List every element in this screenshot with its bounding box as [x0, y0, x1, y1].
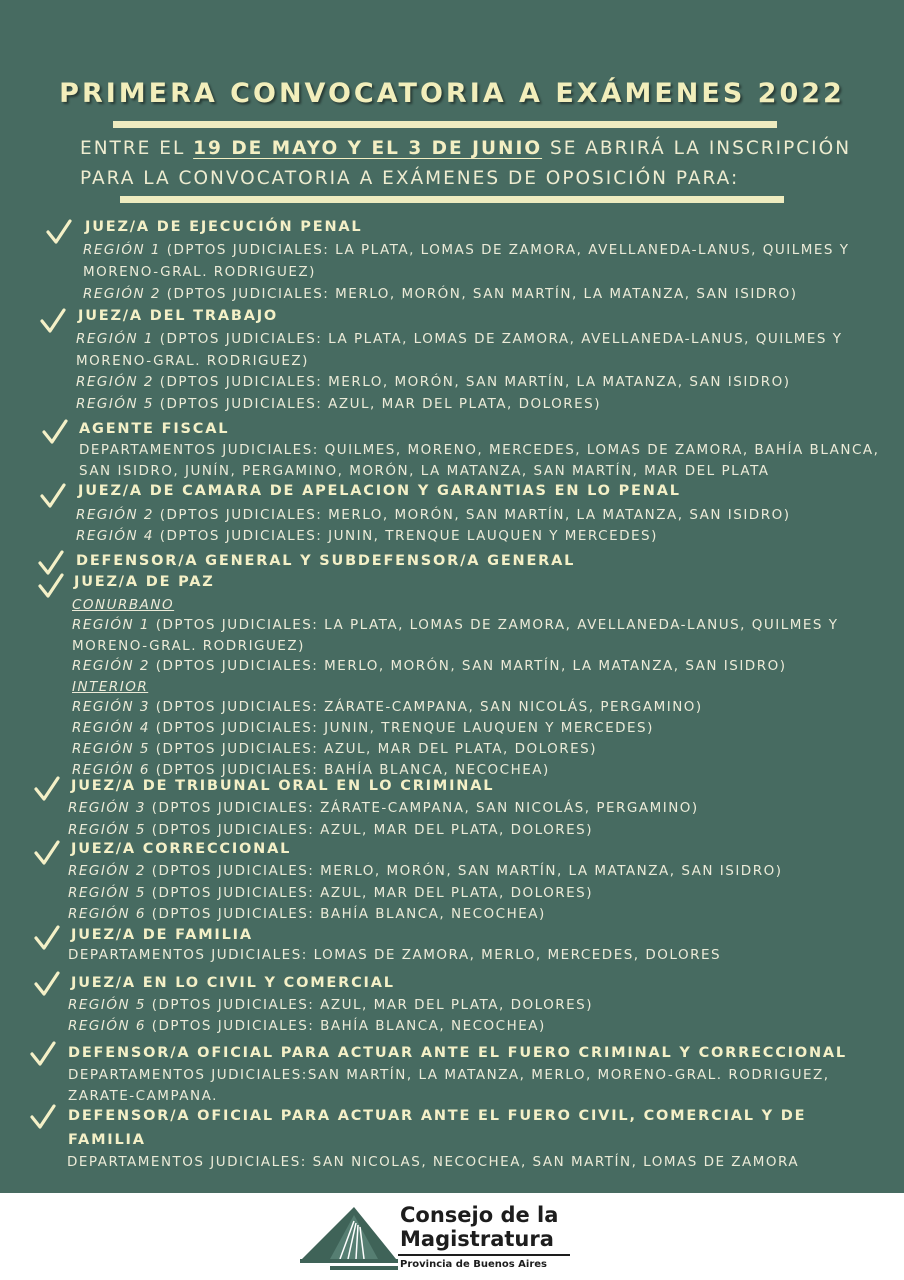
item-line: REGIÓN 5 (DPTOS JUDICIALES: AZUL, MAR DEL PLATA, DOLORES)	[68, 822, 594, 838]
item-line: ZARATE-CAMPANA.	[68, 1088, 218, 1104]
intro-underline	[120, 196, 784, 203]
check-icon	[30, 1104, 56, 1130]
subgroup-label: INTERIOR	[72, 679, 149, 695]
check-icon	[34, 971, 60, 997]
intro-pre: ENTRE EL	[80, 138, 194, 159]
page-title: PRIMERA CONVOCATORIA A EXÁMENES 2022	[59, 78, 845, 109]
item-line: REGIÓN 5 (DPTOS JUDICIALES: AZUL, MAR DEL PLATA, DOLORES)	[68, 997, 594, 1013]
check-icon	[46, 219, 72, 245]
check-icon	[30, 1041, 56, 1067]
check-icon	[40, 483, 66, 509]
item-line: REGIÓN 5 (DPTOS JUDICIALES: AZUL, MAR DEL PLATA, DOLORES)	[72, 741, 598, 757]
logo-divider	[398, 1254, 570, 1256]
item-line: REGIÓN 2 (DPTOS JUDICIALES: MERLO, MORÓN, SAN MARTÍN, LA MATANZA, SAN ISIDRO)	[76, 374, 791, 390]
check-icon	[34, 840, 60, 866]
item-line: REGIÓN 6 (DPTOS JUDICIALES: BAHÍA BLANCA, NECOCHEA)	[72, 762, 550, 778]
item-line: REGIÓN 1 (DPTOS JUDICIALES: LA PLATA, LOMAS DE ZAMORA, AVELLANEDA-LANUS, QUILMES Y	[72, 617, 839, 633]
logo-text-line2: Magistratura	[400, 1227, 554, 1251]
item-line: REGIÓN 5 (DPTOS JUDICIALES: AZUL, MAR DEL PLATA, DOLORES)	[68, 885, 594, 901]
item-line: REGIÓN 3 (DPTOS JUDICIALES: ZÁRATE-CAMPANA, SAN NICOLÁS, PERGAMINO)	[68, 800, 699, 816]
item-line: MORENO-GRAL. RODRIGUEZ)	[76, 353, 309, 369]
item-line: REGIÓN 4 (DPTOS JUDICIALES: JUNIN, TRENQUE LAUQUEN Y MERCEDES)	[76, 528, 658, 544]
item-line: REGIÓN 6 (DPTOS JUDICIALES: BAHÍA BLANCA, NECOCHEA)	[68, 906, 546, 922]
item-heading: DEFENSOR/A OFICIAL PARA ACTUAR ANTE EL FUERO CRIMINAL Y CORRECCIONAL	[68, 1045, 847, 1061]
item-heading: DEFENSOR/A GENERAL Y SUBDEFENSOR/A GENERAL	[76, 553, 576, 569]
item-line: DEPARTAMENTOS JUDICIALES: QUILMES, MORENO, MERCEDES, LOMAS DE ZAMORA, BAHÍA BLANCA,	[79, 442, 880, 458]
title-underline	[113, 121, 777, 128]
check-icon	[42, 419, 68, 445]
consejo-logo-icon	[300, 1201, 398, 1273]
item-line: REGIÓN 2 (DPTOS JUDICIALES: MERLO, MORÓN, SAN MARTÍN, LA MATANZA, SAN ISIDRO)	[83, 286, 798, 302]
intro-text	[80, 134, 880, 194]
item-heading: JUEZ/A EN LO CIVIL Y COMERCIAL	[71, 975, 395, 991]
item-heading: JUEZ/A DE CAMARA DE APELACION Y GARANTIAS EN LO PENAL	[78, 483, 681, 499]
item-line: REGIÓN 3 (DPTOS JUDICIALES: ZÁRATE-CAMPANA, SAN NICOLÁS, PERGAMINO)	[72, 699, 703, 715]
item-line: REGIÓN 2 (DPTOS JUDICIALES: MERLO, MORÓN, SAN MARTÍN, LA MATANZA, SAN ISIDRO)	[76, 507, 791, 523]
item-line: DEPARTAMENTOS JUDICIALES: LOMAS DE ZAMORA, MERLO, MERCEDES, DOLORES	[68, 947, 722, 963]
item-heading: JUEZ/A CORRECCIONAL	[71, 841, 292, 857]
item-heading: JUEZ/A DE EJECUCIÓN PENAL	[85, 219, 363, 235]
item-heading: DEFENSOR/A OFICIAL PARA ACTUAR ANTE EL FUERO CIVIL, COMERCIAL Y DE	[68, 1108, 807, 1124]
item-heading: JUEZ/A DE PAZ	[74, 574, 215, 590]
item-line: REGIÓN 6 (DPTOS JUDICIALES: BAHÍA BLANCA, NECOCHEA)	[68, 1018, 546, 1034]
check-icon	[34, 776, 60, 802]
item-line: REGIÓN 4 (DPTOS JUDICIALES: JUNIN, TRENQUE LAUQUEN Y MERCEDES)	[72, 720, 654, 736]
item-line: REGIÓN 2 (DPTOS JUDICIALES: MERLO, MORÓN, SAN MARTÍN, LA MATANZA, SAN ISIDRO)	[72, 658, 787, 674]
item-line: REGIÓN 1 (DPTOS JUDICIALES: LA PLATA, LOMAS DE ZAMORA, AVELLANEDA-LANUS, QUILMES Y	[83, 242, 850, 258]
check-icon	[34, 925, 60, 951]
logo-text-line3: Provincia de Buenos Aires	[400, 1259, 547, 1270]
item-line: SAN ISIDRO, JUNÍN, PERGAMINO, MORÓN, LA MATANZA, SAN MARTÍN, MAR DEL PLATA	[79, 463, 770, 479]
logo-text-line1: Consejo de la	[400, 1203, 559, 1227]
item-heading: JUEZ/A DEL TRABAJO	[78, 308, 279, 324]
check-icon	[40, 308, 66, 334]
intro-post: SE ABRIRÁ LA INSCRIPCIÓN	[542, 138, 852, 159]
item-heading: JUEZ/A DE TRIBUNAL ORAL EN LO CRIMINAL	[71, 778, 495, 794]
item-heading: JUEZ/A DE FAMILIA	[71, 927, 253, 943]
footer	[0, 1193, 904, 1280]
item-heading: AGENTE FISCAL	[79, 421, 230, 437]
item-line: REGIÓN 2 (DPTOS JUDICIALES: MERLO, MORÓN, SAN MARTÍN, LA MATANZA, SAN ISIDRO)	[68, 863, 783, 879]
intro-dates: 19 DE MAYO Y EL 3 DE JUNIO	[193, 138, 543, 159]
item-heading-cont: FAMILIA	[68, 1132, 146, 1148]
item-line: REGIÓN 1 (DPTOS JUDICIALES: LA PLATA, LOMAS DE ZAMORA, AVELLANEDA-LANUS, QUILMES Y	[76, 331, 843, 347]
item-line: REGIÓN 5 (DPTOS JUDICIALES: AZUL, MAR DEL PLATA, DOLORES)	[76, 396, 602, 412]
item-line: DEPARTAMENTOS JUDICIALES: SAN NICOLAS, NECOCHEA, SAN MARTÍN, LOMAS DE ZAMORA	[67, 1154, 800, 1170]
item-line: DEPARTAMENTOS JUDICIALES:SAN MARTÍN, LA MATANZA, MERLO, MORENO-GRAL. RODRIGUEZ,	[68, 1067, 830, 1083]
intro-line2: PARA LA CONVOCATORIA A EXÁMENES DE OPOSICIÓN PARA:	[80, 168, 740, 189]
item-line: MORENO-GRAL. RODRIGUEZ)	[83, 264, 316, 280]
check-icon	[38, 573, 64, 599]
subgroup-label: CONURBANO	[72, 597, 175, 613]
item-line: MORENO-GRAL. RODRIGUEZ)	[72, 638, 305, 654]
